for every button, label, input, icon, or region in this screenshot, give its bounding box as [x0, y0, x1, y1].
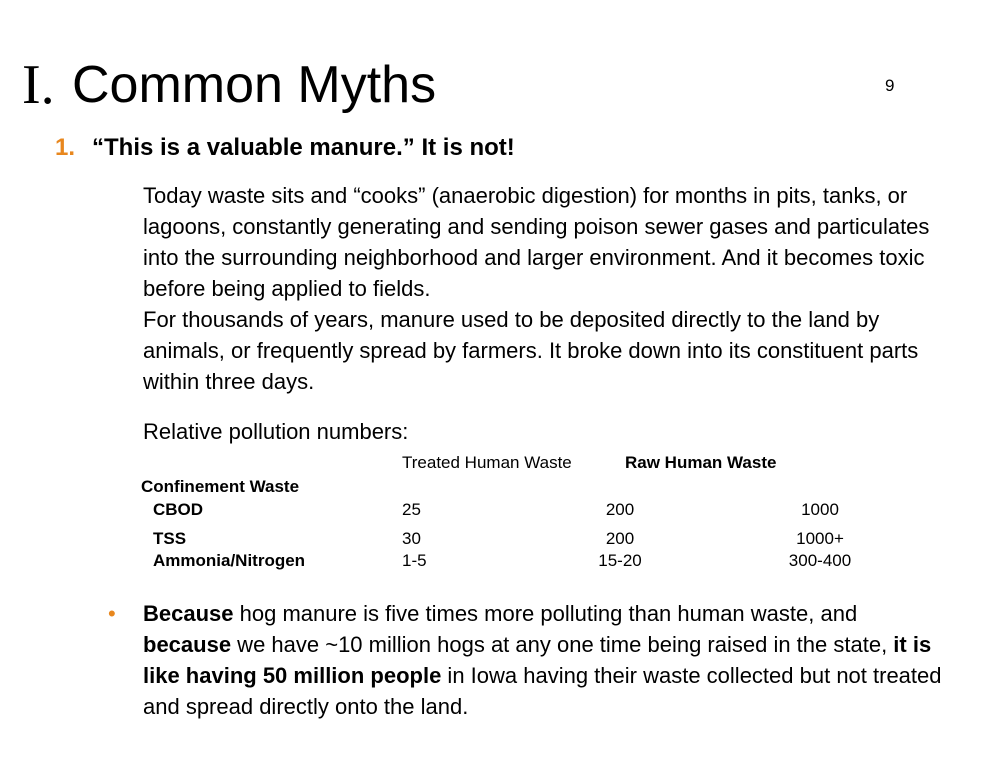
cell-raw: 15-20 [598, 551, 642, 570]
cell-treated: 1-5 [402, 551, 427, 570]
emphasis: because [143, 632, 232, 657]
pollution-label: Relative pollution numbers: [143, 419, 409, 444]
myth-number: 1. [55, 134, 76, 161]
paragraph-part-1: Today waste sits and “cooks” (anaerobic digestion) for months in pits, tanks, or lagoons, constantly generating and sending poison sewer gases and particulates into the surrounding neighborhood and larger environment. And it becomes toxic before being applied to fields. [143, 183, 930, 301]
bullet-segment: hog manure is five times more polluting than human waste, and [233, 601, 858, 626]
paragraph-part-2: For thousands of years, manure used to be deposited directly to the land by animals, or frequently spread by farmers. It broke down into its constituent parts within three days. [143, 307, 919, 394]
cell-raw: 200 [605, 529, 635, 548]
bullet-text [143, 598, 943, 722]
slide-title-numeral: I. [22, 54, 55, 116]
cell-confinement: 1000 [801, 500, 839, 519]
bullet-segment: in Iowa having their waste collected but not treated and spread directly onto the land. [143, 663, 942, 719]
header-confinement-waste: Confinement Waste [141, 477, 300, 496]
cell-treated: 25 [402, 500, 421, 519]
cell-raw: 200 [605, 500, 635, 519]
emphasis: it is like having 50 million people [143, 632, 932, 688]
header-raw-human-waste: Raw Human Waste [625, 453, 777, 472]
cell-treated: 30 [402, 529, 421, 548]
row-label-ammonia-nitrogen: Ammonia/Nitrogen [153, 551, 306, 570]
cell-confinement: 300-400 [788, 551, 852, 570]
body-paragraph [143, 180, 943, 397]
myth-statement: “This is a valuable manure.” It is not! [92, 134, 515, 161]
bullet-segment: we have ~10 million hogs at any one time being raised in the state, [231, 632, 894, 657]
header-treated-human-waste: Treated Human Waste [402, 453, 572, 472]
row-label-cbod: CBOD [153, 500, 204, 519]
bullet-icon: • [108, 601, 116, 626]
emphasis: Because [143, 601, 234, 626]
page-number: 9 [885, 76, 895, 95]
slide-title: Common Myths [72, 56, 437, 114]
cell-confinement: 1000+ [796, 529, 844, 548]
row-label-tss: TSS [153, 529, 187, 548]
